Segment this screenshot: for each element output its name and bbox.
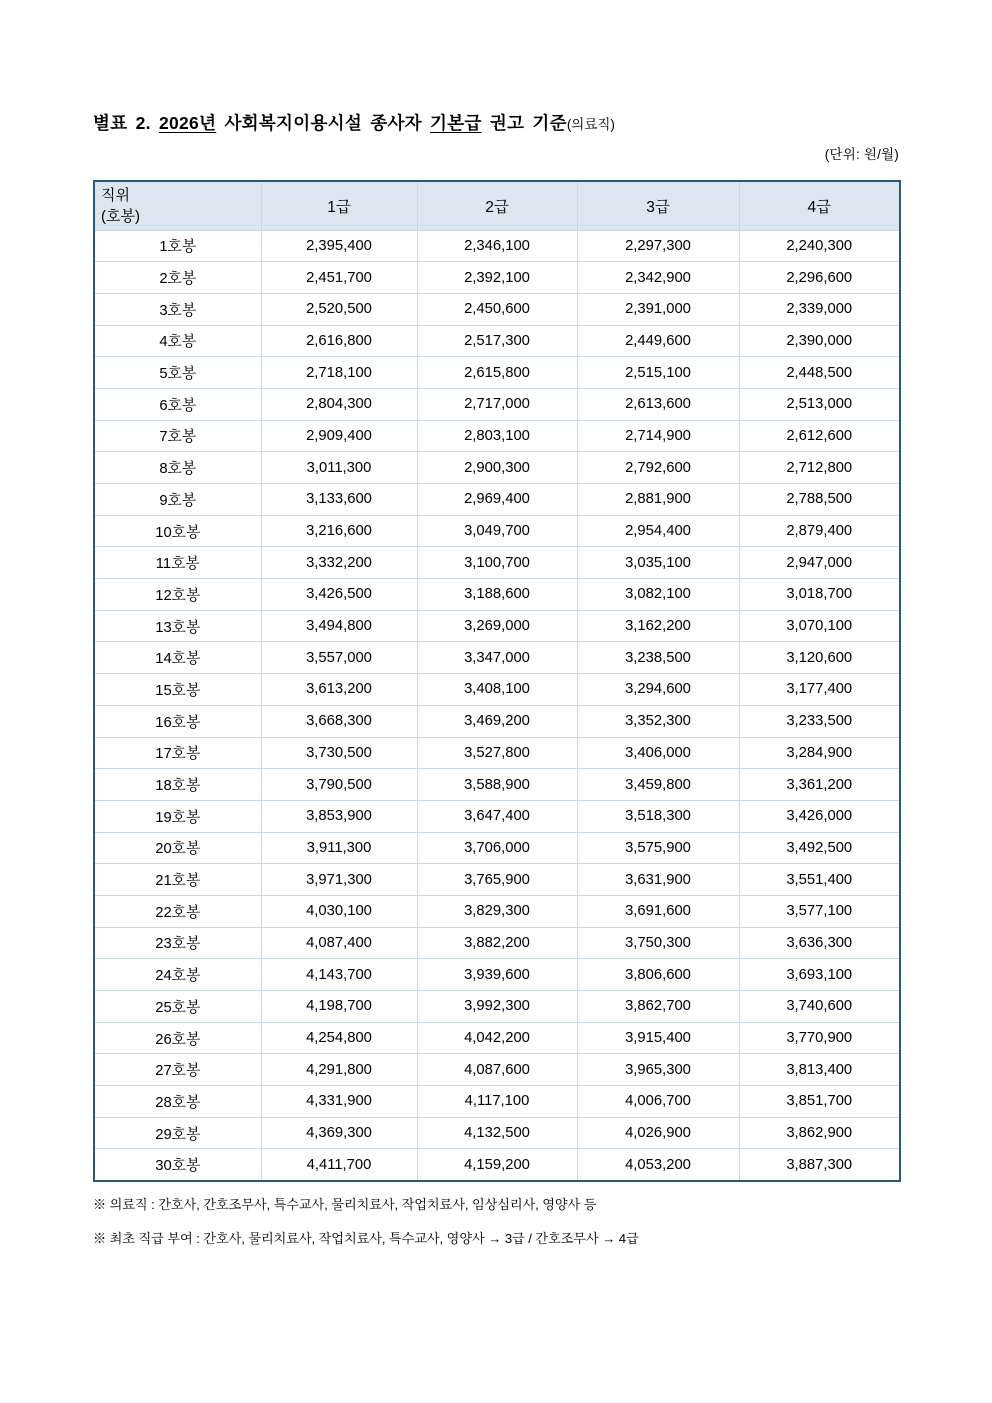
title-middle: 사회복지이용시설 종사자	[216, 113, 431, 133]
salary-value: 3,233,500	[739, 705, 900, 737]
salary-value: 3,551,400	[739, 864, 900, 896]
salary-value: 3,829,300	[417, 895, 577, 927]
salary-value: 2,613,600	[577, 388, 739, 420]
row-label: 25호봉	[94, 991, 261, 1023]
salary-value: 2,803,100	[417, 420, 577, 452]
table-row	[94, 420, 900, 452]
salary-table-body	[94, 230, 900, 1181]
salary-value: 2,390,000	[739, 325, 900, 357]
salary-value: 2,346,100	[417, 230, 577, 262]
salary-value: 2,712,800	[739, 452, 900, 484]
footnotes	[93, 1194, 639, 1262]
row-label: 3호봉	[94, 293, 261, 325]
salary-value: 3,965,300	[577, 1054, 739, 1086]
salary-value: 2,392,100	[417, 262, 577, 294]
salary-value: 3,238,500	[577, 642, 739, 674]
table-row	[94, 452, 900, 484]
row-label: 15호봉	[94, 674, 261, 706]
salary-value: 3,408,100	[417, 674, 577, 706]
row-label: 27호봉	[94, 1054, 261, 1086]
table-row	[94, 642, 900, 674]
table-row	[94, 515, 900, 547]
salary-value: 3,406,000	[577, 737, 739, 769]
header-grade-4: 4급	[739, 181, 900, 230]
table-row	[94, 1054, 900, 1086]
salary-value: 3,992,300	[417, 991, 577, 1023]
title-prefix: 별표 2.	[93, 113, 159, 133]
row-label: 26호봉	[94, 1022, 261, 1054]
salary-value: 2,612,600	[739, 420, 900, 452]
salary-value: 3,790,500	[261, 769, 417, 801]
row-label: 22호봉	[94, 895, 261, 927]
salary-value: 2,342,900	[577, 262, 739, 294]
header-row	[94, 181, 900, 230]
salary-value: 2,881,900	[577, 484, 739, 516]
salary-value: 3,120,600	[739, 642, 900, 674]
salary-value: 4,042,200	[417, 1022, 577, 1054]
row-label: 10호봉	[94, 515, 261, 547]
unit-label: (단위: 원/월)	[824, 147, 899, 162]
table-row	[94, 737, 900, 769]
salary-value: 2,947,000	[739, 547, 900, 579]
title-basic-pay-underlined: 기본급	[430, 113, 482, 133]
row-label: 13호봉	[94, 610, 261, 642]
row-label: 11호봉	[94, 547, 261, 579]
salary-value: 3,557,000	[261, 642, 417, 674]
title-year-underlined: 2026년	[158, 113, 217, 133]
row-label: 4호봉	[94, 325, 261, 357]
salary-value: 3,806,600	[577, 959, 739, 991]
salary-value: 3,294,600	[577, 674, 739, 706]
footnote-initial-grade: ※ 최초 직급 부여 : 간호사, 물리치료사, 작업치료사, 특수교사, 영양사 → 3급 / 간호조무사 → 4급	[93, 1231, 639, 1246]
salary-value: 2,449,600	[577, 325, 739, 357]
salary-table	[93, 180, 901, 1182]
salary-value: 3,750,300	[577, 927, 739, 959]
table-row	[94, 357, 900, 389]
salary-value: 3,765,900	[417, 864, 577, 896]
salary-value: 3,862,700	[577, 991, 739, 1023]
salary-value: 4,030,100	[261, 895, 417, 927]
table-row	[94, 230, 900, 262]
row-label: 16호봉	[94, 705, 261, 737]
salary-value: 2,717,000	[417, 388, 577, 420]
salary-value: 3,770,900	[739, 1022, 900, 1054]
salary-value: 3,049,700	[417, 515, 577, 547]
salary-value: 3,459,800	[577, 769, 739, 801]
table-row	[94, 262, 900, 294]
table-row	[94, 610, 900, 642]
salary-value: 2,969,400	[417, 484, 577, 516]
row-label: 14호봉	[94, 642, 261, 674]
salary-value: 3,269,000	[417, 610, 577, 642]
table-row	[94, 927, 900, 959]
salary-value: 2,616,800	[261, 325, 417, 357]
salary-value: 2,339,000	[739, 293, 900, 325]
salary-value: 2,515,100	[577, 357, 739, 389]
header-position-line1: 직위	[101, 186, 130, 204]
row-label: 18호봉	[94, 769, 261, 801]
row-label: 6호봉	[94, 388, 261, 420]
salary-value: 4,254,800	[261, 1022, 417, 1054]
table-row	[94, 705, 900, 737]
table-row	[94, 674, 900, 706]
salary-value: 4,331,900	[261, 1086, 417, 1118]
salary-value: 3,706,000	[417, 832, 577, 864]
salary-value: 3,668,300	[261, 705, 417, 737]
row-label: 29호봉	[94, 1117, 261, 1149]
salary-value: 3,035,100	[577, 547, 739, 579]
salary-value: 4,291,800	[261, 1054, 417, 1086]
table-row	[94, 547, 900, 579]
header-grade-3: 3급	[577, 181, 739, 230]
salary-value: 3,853,900	[261, 800, 417, 832]
salary-value: 4,411,700	[261, 1149, 417, 1181]
row-label: 23호봉	[94, 927, 261, 959]
salary-value: 3,426,500	[261, 579, 417, 611]
salary-value: 4,006,700	[577, 1086, 739, 1118]
salary-value: 4,026,900	[577, 1117, 739, 1149]
salary-value: 3,426,000	[739, 800, 900, 832]
table-row	[94, 991, 900, 1023]
salary-value: 3,347,000	[417, 642, 577, 674]
salary-value: 3,352,300	[577, 705, 739, 737]
salary-value: 3,575,900	[577, 832, 739, 864]
salary-value: 3,862,900	[739, 1117, 900, 1149]
salary-value: 3,070,100	[739, 610, 900, 642]
row-label: 20호봉	[94, 832, 261, 864]
salary-value: 2,954,400	[577, 515, 739, 547]
salary-value: 3,082,100	[577, 579, 739, 611]
row-label: 21호봉	[94, 864, 261, 896]
row-label: 28호봉	[94, 1086, 261, 1118]
salary-value: 4,087,600	[417, 1054, 577, 1086]
salary-value: 4,087,400	[261, 927, 417, 959]
salary-value: 3,188,600	[417, 579, 577, 611]
table-row	[94, 769, 900, 801]
salary-value: 2,804,300	[261, 388, 417, 420]
salary-value: 3,915,400	[577, 1022, 739, 1054]
salary-value: 3,691,600	[577, 895, 739, 927]
salary-value: 3,361,200	[739, 769, 900, 801]
row-label: 2호봉	[94, 262, 261, 294]
salary-value: 2,395,400	[261, 230, 417, 262]
footnote-medical-jobs: ※ 의료직 : 간호사, 간호조무사, 특수교사, 물리치료사, 작업치료사, 임상심리사, 영양사 등	[93, 1197, 597, 1212]
salary-value: 3,911,300	[261, 832, 417, 864]
table-row	[94, 832, 900, 864]
row-label: 17호봉	[94, 737, 261, 769]
row-label: 9호봉	[94, 484, 261, 516]
salary-table-header	[94, 181, 900, 230]
row-label: 19호봉	[94, 800, 261, 832]
salary-value: 3,813,400	[739, 1054, 900, 1086]
table-row	[94, 1086, 900, 1118]
salary-value: 2,879,400	[739, 515, 900, 547]
row-label: 1호봉	[94, 230, 261, 262]
salary-value: 3,284,900	[739, 737, 900, 769]
salary-value: 3,527,800	[417, 737, 577, 769]
salary-value: 2,615,800	[417, 357, 577, 389]
salary-value: 3,740,600	[739, 991, 900, 1023]
salary-value: 3,518,300	[577, 800, 739, 832]
salary-value: 2,520,500	[261, 293, 417, 325]
salary-value: 2,792,600	[577, 452, 739, 484]
salary-value: 2,513,000	[739, 388, 900, 420]
salary-value: 2,718,100	[261, 357, 417, 389]
page-title	[93, 110, 615, 135]
salary-value: 2,714,900	[577, 420, 739, 452]
salary-value: 3,693,100	[739, 959, 900, 991]
row-label: 7호봉	[94, 420, 261, 452]
salary-value: 3,492,500	[739, 832, 900, 864]
salary-value: 3,133,600	[261, 484, 417, 516]
salary-value: 3,018,700	[739, 579, 900, 611]
title-suffix: 권고 기준	[481, 113, 567, 133]
table-row	[94, 800, 900, 832]
salary-value: 4,143,700	[261, 959, 417, 991]
salary-value: 3,939,600	[417, 959, 577, 991]
row-label: 12호봉	[94, 579, 261, 611]
table-row	[94, 1149, 900, 1181]
salary-value: 2,240,300	[739, 230, 900, 262]
table-row	[94, 959, 900, 991]
salary-value: 3,469,200	[417, 705, 577, 737]
salary-value: 3,636,300	[739, 927, 900, 959]
salary-value: 2,391,000	[577, 293, 739, 325]
salary-value: 3,851,700	[739, 1086, 900, 1118]
row-label: 24호봉	[94, 959, 261, 991]
salary-value: 3,011,300	[261, 452, 417, 484]
salary-value: 2,909,400	[261, 420, 417, 452]
title-paren: (의료직)	[566, 117, 615, 132]
salary-value: 3,588,900	[417, 769, 577, 801]
salary-value: 4,369,300	[261, 1117, 417, 1149]
salary-value: 4,198,700	[261, 991, 417, 1023]
table-row	[94, 325, 900, 357]
salary-value: 2,296,600	[739, 262, 900, 294]
header-position-cell	[94, 181, 261, 230]
salary-value: 3,882,200	[417, 927, 577, 959]
table-row	[94, 1117, 900, 1149]
table-row	[94, 895, 900, 927]
salary-value: 3,887,300	[739, 1149, 900, 1181]
salary-value: 3,494,800	[261, 610, 417, 642]
row-label: 30호봉	[94, 1149, 261, 1181]
salary-value: 3,216,600	[261, 515, 417, 547]
salary-value: 2,450,600	[417, 293, 577, 325]
salary-value: 3,177,400	[739, 674, 900, 706]
table-row	[94, 864, 900, 896]
table-row	[94, 293, 900, 325]
table-row	[94, 388, 900, 420]
salary-value: 2,517,300	[417, 325, 577, 357]
salary-value: 2,451,700	[261, 262, 417, 294]
salary-value: 2,788,500	[739, 484, 900, 516]
salary-value: 3,631,900	[577, 864, 739, 896]
table-row	[94, 1022, 900, 1054]
salary-value: 4,053,200	[577, 1149, 739, 1181]
salary-value: 2,448,500	[739, 357, 900, 389]
salary-value: 3,613,200	[261, 674, 417, 706]
header-position-line2: (호봉)	[101, 207, 140, 225]
salary-value: 2,900,300	[417, 452, 577, 484]
table-row	[94, 484, 900, 516]
row-label: 5호봉	[94, 357, 261, 389]
salary-value: 3,577,100	[739, 895, 900, 927]
salary-value: 3,332,200	[261, 547, 417, 579]
table-row	[94, 579, 900, 611]
row-label: 8호봉	[94, 452, 261, 484]
salary-value: 3,730,500	[261, 737, 417, 769]
salary-value: 3,100,700	[417, 547, 577, 579]
salary-value: 4,159,200	[417, 1149, 577, 1181]
salary-value: 3,647,400	[417, 800, 577, 832]
header-grade-2: 2급	[417, 181, 577, 230]
header-grade-1: 1급	[261, 181, 417, 230]
salary-value: 2,297,300	[577, 230, 739, 262]
salary-value: 4,132,500	[417, 1117, 577, 1149]
salary-value: 3,971,300	[261, 864, 417, 896]
salary-value: 3,162,200	[577, 610, 739, 642]
salary-value: 4,117,100	[417, 1086, 577, 1118]
